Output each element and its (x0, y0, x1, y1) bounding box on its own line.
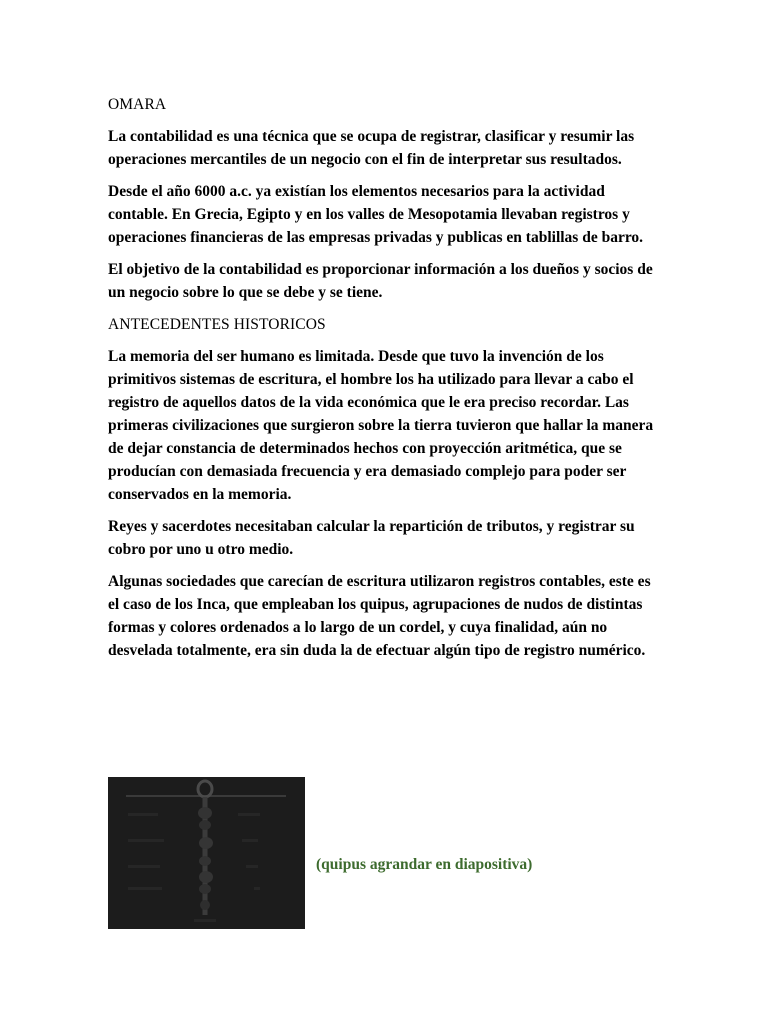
paragraph-origins: Desde el año 6000 a.c. ya existían los elementos necesarios para la actividad contable. En Grecia, Egipto y en los valles de Mesopotamia llevaban registros y operaciones financieras de las empresas privadas y publicas en tablillas de barro. (108, 183, 644, 246)
figure-row (108, 777, 660, 929)
quipu-illustration (108, 777, 305, 929)
quipu-image (108, 777, 305, 929)
document-title: OMARA (108, 96, 167, 113)
paragraph-tributes: Reyes y sacerdotes necesitaban calcular la repartición de tributos, y registrar su cobro por uno u otro medio. (108, 518, 635, 558)
document-body (108, 93, 660, 671)
paragraph-objective: El objetivo de la contabilidad es proporcionar información a los dueños y socios de un negocio sobre lo que se debe y se tiene. (108, 261, 653, 301)
paragraph-memory: La memoria del ser humano es limitada. Desde que tuvo la invención de los primitivos sistemas de escritura, el hombre los ha utilizado para llevar a cabo el registro de aquellos datos de la vida económica que le era preciso recordar. Las primeras civilizaciones que surgieron sobre la tierra tuvieron que hallar la manera de dejar constancia de determinados hechos con proyección aritmética, que se producían con demasiada frecuencia y era demasiado complejo para poder ser conservados en la memoria. (108, 348, 654, 503)
paragraph-definition: La contabilidad es una técnica que se ocupa de registrar, clasificar y resumir las operaciones mercantiles de un negocio con el fin de interpretar sus resultados. (108, 128, 635, 168)
figure-caption: (quipus agrandar en diapositiva) (316, 856, 533, 873)
section-heading-history: ANTECEDENTES HISTORICOS (108, 316, 326, 333)
paragraph-quipus: Algunas sociedades que carecían de escritura utilizaron registros contables, este es el caso de los Inca, que empleaban los quipus, agrupaciones de nudos de distintas formas y colores ordenados a lo largo de un cordel, y cuya finalidad, aún no desvelada totalmente, era sin duda la de efectuar algún tipo de registro numérico. (108, 573, 651, 659)
